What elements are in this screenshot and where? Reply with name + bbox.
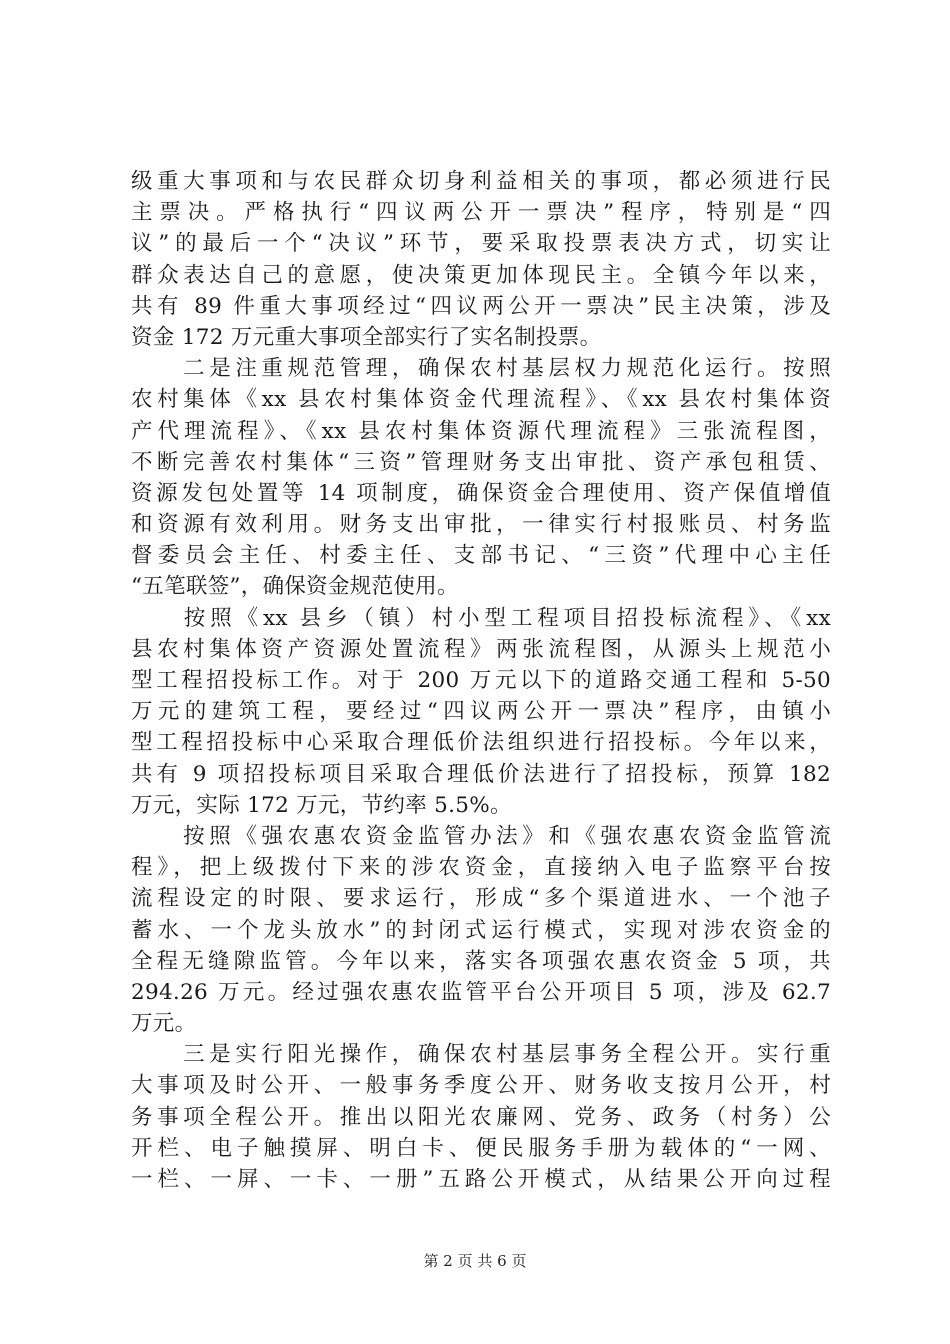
text-line: 群众表达自己的意愿，使决策更加体现民主。全镇今年以来， <box>131 262 831 288</box>
text-line: 和资源有效利用。财务支出审批，一律实行村报账员、村务监 <box>131 512 831 538</box>
text-line: 县农村集体资产资源处置流程》两张流程图，从源头上规范小 <box>131 636 831 662</box>
text-line: 资源发包处置等 14 项制度，确保资金合理使用、资产保值增值 <box>131 480 831 506</box>
text-line: 按照《xx 县乡（镇）村小型工程项目招投标流程》、《xx <box>131 605 831 631</box>
text-line: 督委员会主任、村委主任、支部书记、“三资”代理中心主任 <box>131 543 831 569</box>
text-line: 务事项全程公开。推出以阳光农廉网、党务、政务（村务）公 <box>131 1104 831 1130</box>
text-line: 流程设定的时限、要求运行，形成“多个渠道进水、一个池子 <box>131 886 831 912</box>
text-line: 万元。 <box>131 1011 197 1037</box>
document-body <box>131 166 831 1195</box>
text-line: 万元，实际 172 万元，节约率 5.5%。 <box>131 792 512 818</box>
text-line: 级重大事项和与农民群众切身利益相关的事项，都必须进行民 <box>131 169 831 194</box>
text-line: 产代理流程》、《xx 县农村集体资源代理流程》三张流程图， <box>131 418 831 444</box>
text-line: 主票决。严格执行“四议两公开一票决”程序，特别是“四 <box>131 200 831 226</box>
text-line: 共有 9 项招投标项目采取合理低价法进行了招投标，预算 182 <box>131 761 831 787</box>
text-line: 三是实行阳光操作，确保农村基层事务全程公开。实行重 <box>131 1042 831 1068</box>
text-line: 型工程招投标工作。对于 200 万元以下的道路交通工程和 5-50 <box>131 668 831 693</box>
text-line: 万元的建筑工程，要经过“四议两公开一票决”程序，由镇小 <box>131 699 831 725</box>
text-line: 大事项及时公开、一般事务季度公开、财务收支按月公开，村 <box>131 1073 831 1099</box>
text-line: 议”的最后一个“决议”环节，要采取投票表决方式，切实让 <box>131 231 831 257</box>
text-line: 蓄水、一个龙头放水”的封闭式运行模式，实现对涉农资金的 <box>131 917 831 943</box>
text-line: 全程无缝隙监管。今年以来，落实各项强农惠农资金 5 项，共 <box>131 948 831 974</box>
page-footer: 第 2 页 共 6 页 <box>423 1252 527 1270</box>
text-line: 开栏、电子触摸屏、明白卡、便民服务手册为载体的“一网、 <box>131 1135 831 1161</box>
text-line: 资金 172 万元重大事项全部实行了实名制投票。 <box>131 324 602 350</box>
text-line: 按照《强农惠农资金监管办法》和《强农惠农资金监管流 <box>131 823 831 849</box>
text-line: 农村集体《xx 县农村集体资金代理流程》、《xx 县农村集体资 <box>131 387 831 413</box>
text-line: 一栏、一屏、一卡、一册”五路公开模式，从结果公开向过程 <box>131 1167 831 1192</box>
text-line: 型工程招投标中心采取合理低价法组织进行招投标。今年以来， <box>131 730 831 756</box>
text-line: 294.26 万元。经过强农惠农监管平台公开项目 5 项，涉及 62.7 <box>131 979 831 1005</box>
text-line: “五笔联签”，确保资金规范使用。 <box>131 574 459 600</box>
text-line: 程》，把上级拨付下来的涉农资金，直接纳入电子监察平台按 <box>131 855 831 881</box>
text-line: 二是注重规范管理，确保农村基层权力规范化运行。按照 <box>131 356 831 382</box>
text-line: 不断完善农村集体“三资”管理财务支出审批、资产承包租赁、 <box>131 449 831 475</box>
text-line: 共有 89 件重大事项经过“四议两公开一票决”民主决策，涉及 <box>131 293 831 319</box>
